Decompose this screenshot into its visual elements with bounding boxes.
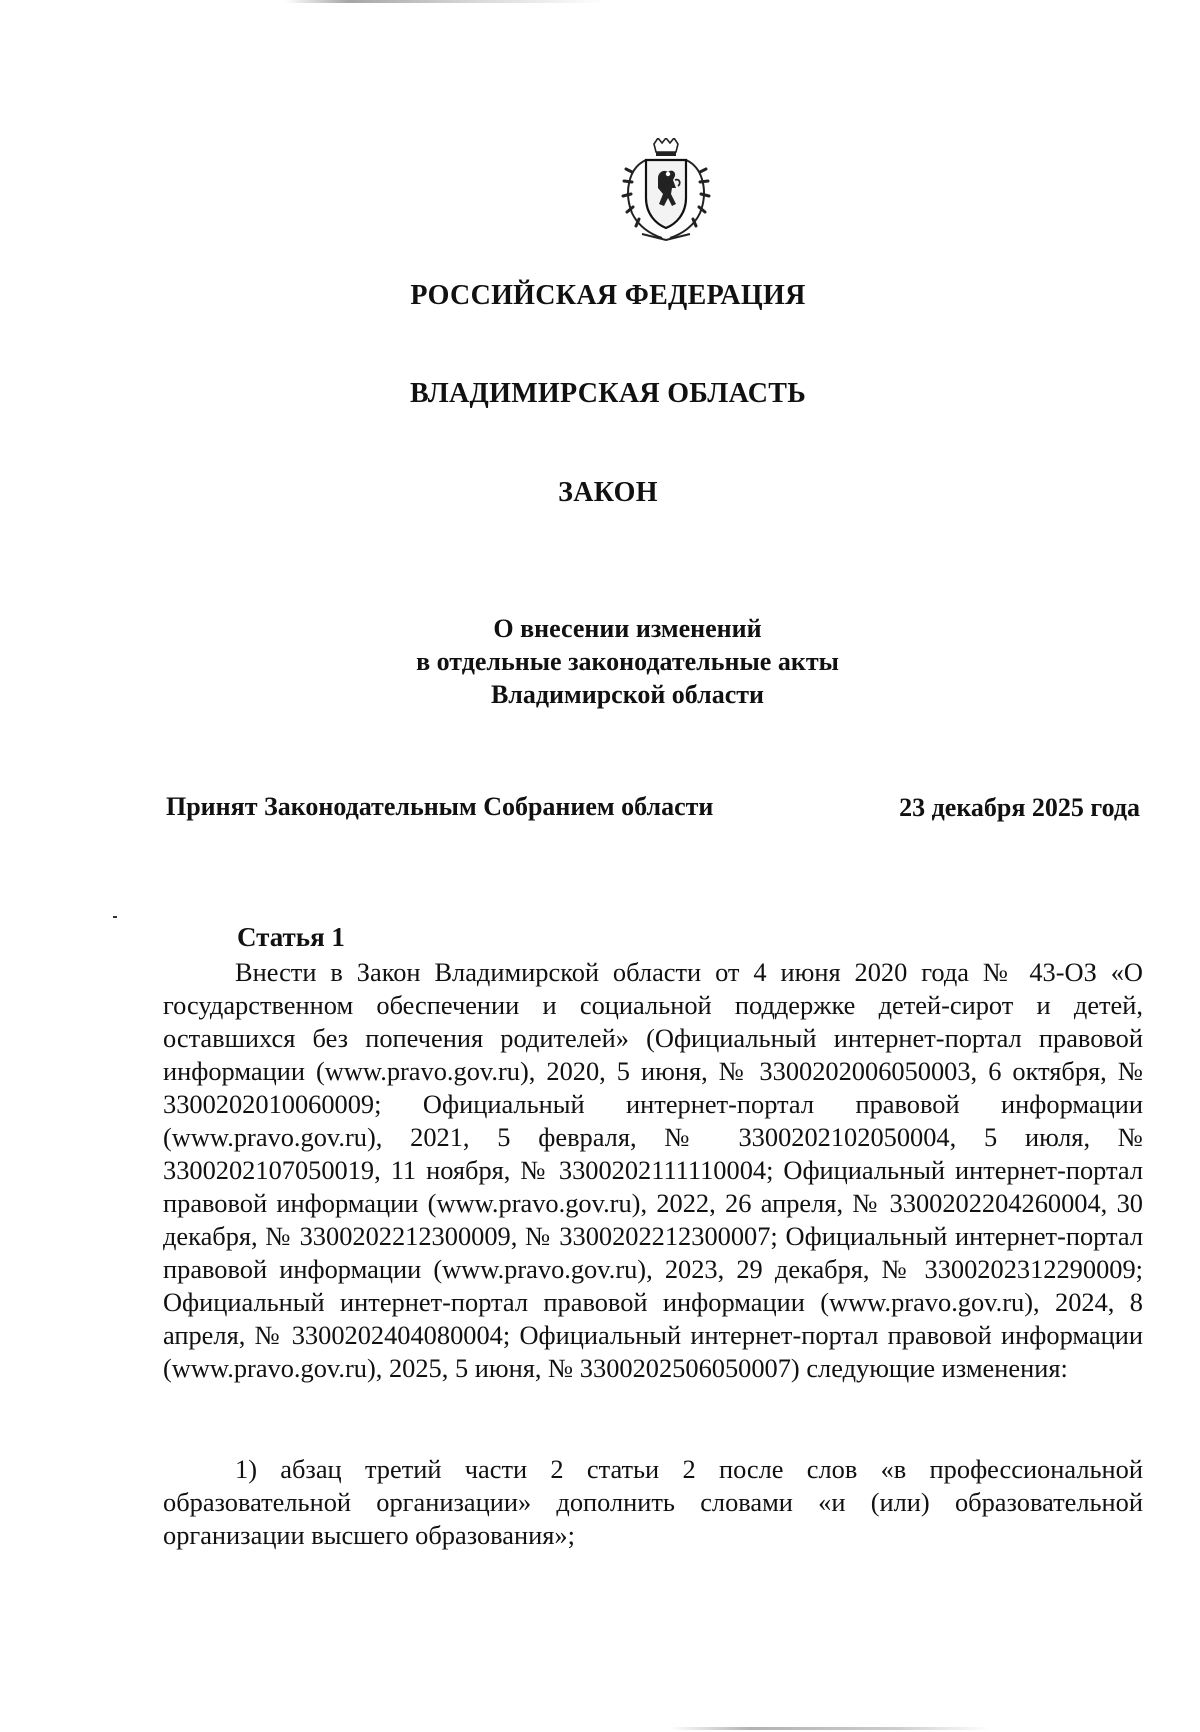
law-title-line: в отдельные законодательные акты	[416, 647, 839, 676]
law-title-line: Владимирской области	[490, 680, 765, 709]
article-paragraph-text: Внести в Закон Владимирской области от 4 июня 2020 года № 43-ОЗ «О государственном обеспечении и социальной поддержке детей-сирот и детей, оставшихся без попечения родителей» (Официальный интернет-портал правовой информации (www.pravo.gov.ru), 2020, 5 июня, № 3300202006050003, 6 октября, № 3300202010060009; Официальный интернет-портал правовой информации (www.pravo.gov.ru), 2021, 5 февраля, № 3300202102050004, 5 июля, № 3300202107050019, 11 ноября, № 3300202111110004; Официальный интернет-портал правовой информации (www.pravo.gov.ru), 2022, 26 апреля, № 3300202204260004, 30 декабря, № 3300202212300009, № 3300202212300007; Официальный интернет-портал правовой информации (www.pravo.gov.ru), 2023, 29 декабря, № 3300202312290009; Официальный интернет-портал правовой информации (www.pravo.gov.ru), 2024, 8 апреля, № 3300202404080004; Официальный интернет-портал правовой информации (www.pravo.gov.ru), 2025, 5 июня, № 3300202506050007) следующие изменения:	[163, 957, 1143, 1383]
scan-artifact-bottom	[670, 1727, 990, 1730]
scan-artifact-dot	[113, 916, 117, 918]
scan-artifact-top	[285, 0, 605, 3]
article-title: Статья 1	[237, 922, 345, 952]
coat-of-arms-icon	[618, 138, 714, 242]
article-paragraph	[163, 1453, 1143, 1552]
doc-type-heading: ЗАКОН	[558, 477, 658, 508]
law-title-line: О внесении изменений	[493, 614, 762, 643]
adopted-date: 23 декабря 2025 года	[899, 793, 1140, 822]
article-paragraph-text: 1) абзац третий части 2 статьи 2 после слов «в профессиональной образовательной организации» дополнить словами «и (или) образовательной организации высшего образования»;	[163, 1454, 1143, 1550]
federation-heading: РОССИЙСКАЯ ФЕДЕРАЦИЯ	[410, 280, 806, 311]
law-title	[0, 612, 1200, 711]
adopted-by: Принят Законодательным Собранием области	[166, 792, 714, 821]
article-paragraph	[163, 956, 1143, 1385]
region-heading: ВЛАДИМИРСКАЯ ОБЛАСТЬ	[409, 378, 807, 409]
